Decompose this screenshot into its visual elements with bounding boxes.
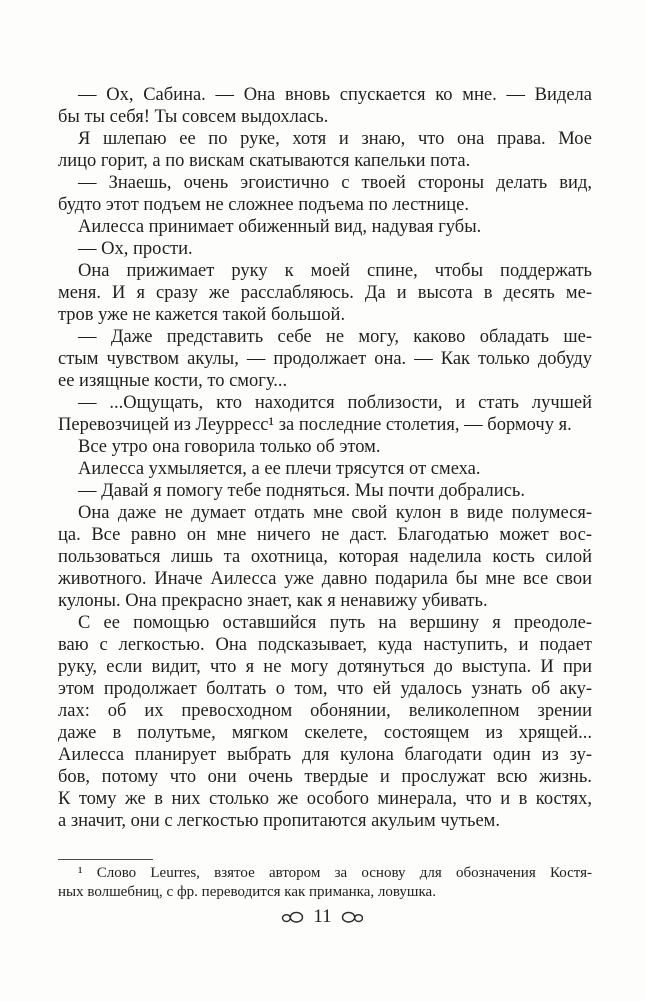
text-line: С ее помощью оставшийся путь на вершину я преодоле- (78, 613, 592, 633)
text-line: ее изящные кости, то смогу... (58, 371, 288, 391)
text-line: животного. Иначе Аилесса уже давно подарила бы мне все свои (58, 569, 592, 589)
text-line: — Ох, прости. (78, 239, 193, 259)
paragraph (58, 612, 592, 832)
paragraph (58, 238, 592, 260)
text-line: — Знаешь, очень эгоистично с твоей стороны делать вид, (78, 173, 592, 193)
text-line: лах: об их превосходном обонянии, великолепном зрении (58, 701, 592, 721)
footnote-separator (58, 859, 153, 860)
text-line: Я шлепаю ее по руке, хотя и знаю, что она права. Мое (78, 129, 592, 149)
text-line: меня. И я сразу же расслабляюсь. Да и высота в десять ме- (58, 283, 592, 303)
interlocked-rings-right-icon (341, 911, 364, 923)
paragraph (58, 864, 592, 902)
text-line: кулоны. Она прекрасно знает, как я ненавижу убивать. (58, 591, 488, 611)
text-line: — Даже представить себе не могу, каково обладать ше- (78, 327, 592, 347)
footnote (58, 864, 592, 902)
paragraph (58, 458, 592, 480)
paragraph (58, 172, 592, 216)
text-line: Аилесса принимает обиженный вид, надувая губы. (78, 217, 482, 237)
text-line: а значит, они с легкостью пропитаются акульим чутьем. (58, 811, 500, 831)
page-footer (0, 905, 645, 929)
paragraph (58, 260, 592, 326)
paragraph (58, 392, 592, 436)
paragraph (58, 128, 592, 172)
text-line: бов, потому что они очень твердые и прослужат всю жизнь. (58, 767, 592, 787)
text-line: Перевозчицей из Леурресс¹ за последние столетия, — бормочу я. (58, 415, 572, 435)
paragraph (58, 480, 592, 502)
text-line: бы ты себя! Ты совсем выдохлась. (58, 107, 329, 127)
text-line: Аилесса ухмыляется, а ее плечи трясутся от смеха. (78, 459, 481, 479)
paragraph (58, 216, 592, 238)
text-line: ца. Все равно он мне ничего не даст. Благодатью может вос- (58, 525, 592, 545)
text-line: Аилесса планирует выбрать для кулона благодати один из зу- (58, 745, 592, 765)
text-line: будто этот подъем не сложнее подъема по лестнице. (58, 195, 469, 215)
text-line: лицо горит, а по вискам скатываются капельки пота. (58, 151, 471, 171)
text-line: стым чувством акулы, — продолжает она. — Как только добуду (58, 349, 592, 369)
paragraph (58, 326, 592, 392)
text-line: этом продолжает болтать о том, что ей удалось узнать об аку- (58, 679, 592, 699)
text-line: тров уже не кажется такой большой. (58, 305, 346, 325)
interlocked-rings-left-icon (281, 911, 304, 923)
text-line: руку, если видит, что я не могу дотянуться до выступа. И при (58, 657, 592, 677)
text-line: ваю с легкостью. Она подсказывает, куда наступить, и подает (58, 635, 592, 655)
text-line: пользоваться лишь та охотница, которая наделила кость силой (58, 547, 592, 567)
text-line: даже в полутьме, мягком скелете, состоящем из хрящей... (58, 723, 592, 743)
text-line: Все утро она говорила только об этом. (78, 437, 381, 457)
page-body-text (58, 84, 592, 832)
text-line: ¹ Слово Leurres, взятое автором за основу для обозначения Костя- (78, 865, 592, 881)
text-line: Она даже не думает отдать мне свой кулон в виде полумеся- (78, 503, 592, 523)
text-line: Она прижимает руку к моей спине, чтобы поддержать (78, 261, 592, 281)
text-line: — Ох, Сабина. — Она вновь спускается ко мне. — Видела (78, 85, 592, 105)
text-line: — ...Ощущать, кто находится поблизости, и стать лучшей (78, 393, 592, 413)
paragraph (58, 502, 592, 612)
text-line: К тому же в них столько же особого минерала, что и в костях, (58, 789, 592, 809)
paragraph (58, 84, 592, 128)
page-number: 11 (313, 906, 332, 927)
paragraph (58, 436, 592, 458)
text-line: — Давай я помогу тебе подняться. Мы почти добрались. (78, 481, 525, 501)
text-line: ных волшебниц, с фр. переводится как приманка, ловушка. (58, 884, 436, 900)
